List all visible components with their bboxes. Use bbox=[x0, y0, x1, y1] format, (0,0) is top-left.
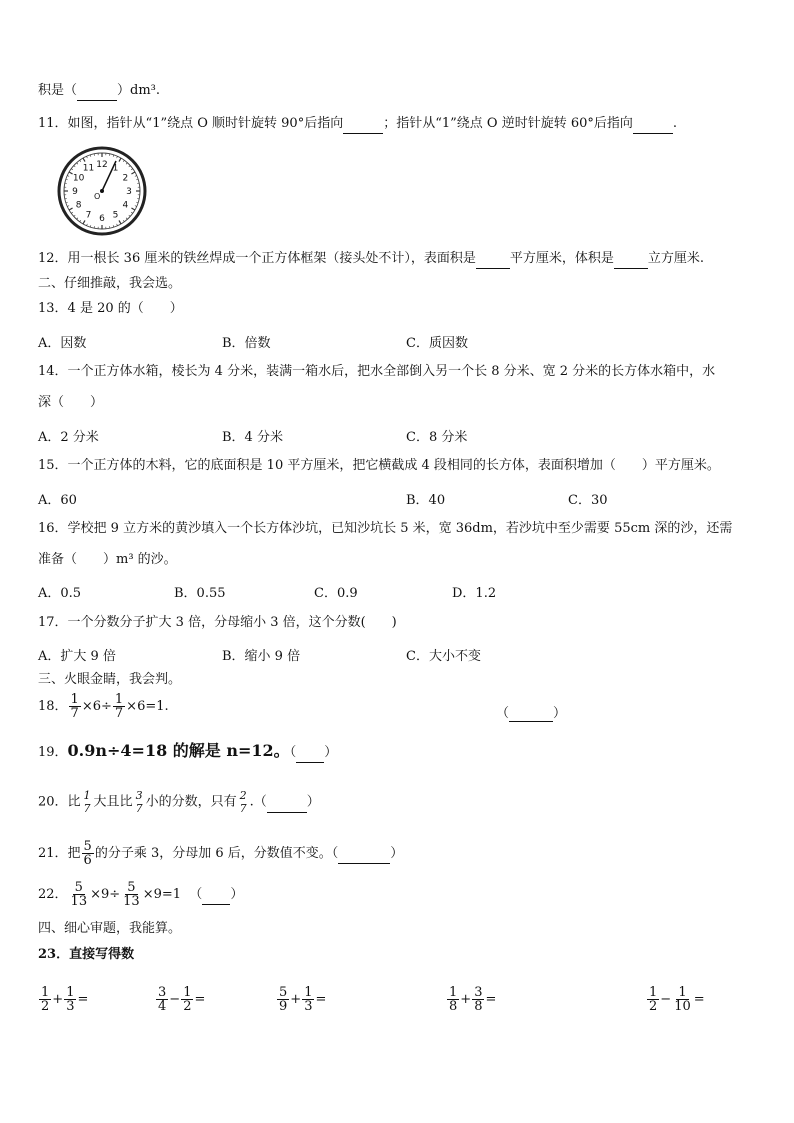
fraction: $\frac{3}{4}$ bbox=[158, 985, 167, 1014]
fraction: $\frac{1}{3}$ bbox=[304, 985, 313, 1014]
question-23: 23．直接写得数 bbox=[38, 947, 135, 962]
fraction: $\frac{1}{2}$ bbox=[41, 985, 50, 1014]
calc-item-4[interactable]: $\frac{1}{8}$ + $\frac{3}{8}$ = bbox=[449, 985, 497, 1014]
calc-item-3[interactable]: $\frac{5}{9}$ + $\frac{1}{3}$ = bbox=[279, 985, 327, 1014]
calc-item-5[interactable]: $\frac{1}{2}$ − $\frac{1}{10}$ = bbox=[649, 985, 705, 1014]
answer-blank[interactable] bbox=[296, 744, 324, 763]
fraction: $\frac{1}{8}$ bbox=[449, 985, 458, 1014]
q13-option-a[interactable]: A．因数 bbox=[38, 336, 87, 351]
q18-answer: （ ） bbox=[496, 706, 567, 721]
clock-number: 6 bbox=[99, 214, 105, 224]
q16-option-c[interactable]: C．0.9 bbox=[314, 586, 358, 601]
clock-number: 12 bbox=[96, 160, 108, 170]
q15-option-c[interactable]: C．30 bbox=[568, 493, 608, 508]
calc-item-2[interactable]: $\frac{3}{4}$ − $\frac{1}{2}$ = bbox=[158, 985, 206, 1014]
q15-option-a[interactable]: A．60 bbox=[38, 493, 77, 508]
q10-tail: 积是（ ）dm³. bbox=[38, 82, 160, 101]
question-21: 21．把 $\frac{5}{6}$ 的分子乘 3，分母加 6 后，分数值不变。（ ） bbox=[38, 839, 404, 868]
fraction: $\frac{1}{2}$ bbox=[183, 985, 192, 1014]
q14-option-c[interactable]: C．8 分米 bbox=[406, 430, 468, 445]
question-22: 22． $\frac{5}{13}$ ×9÷ $\frac{5}{13}$ ×9=1 （ ） bbox=[38, 880, 244, 909]
q14-option-a[interactable]: A．2 分米 bbox=[38, 430, 99, 445]
calc-item-1[interactable]: $\frac{1}{2}$ + $\frac{1}{3}$ = bbox=[41, 985, 89, 1014]
question-20: 20．比 1 7 大且比 3 7 小的分数，只有 2 7 .（ ） bbox=[38, 789, 320, 815]
clock-center-label: O bbox=[94, 192, 101, 201]
section-2-heading: 二、仔细推敲，我会选。 bbox=[38, 276, 182, 291]
answer-blank[interactable] bbox=[338, 845, 390, 864]
section-4-heading: 四、细心审题，我能算。 bbox=[38, 921, 182, 936]
question-12: 12．用一根长 36 厘米的铁丝焊成一个正方体框架（接头处不计），表面积是 平方厘米，体积是 立方厘米. bbox=[38, 250, 704, 269]
clock-number: 7 bbox=[85, 210, 92, 221]
fraction-1-7: 1 7 bbox=[83, 789, 91, 815]
q17-option-a[interactable]: A．扩大 9 倍 bbox=[38, 649, 116, 664]
fraction-1-7: $\frac{1}{7}$ bbox=[70, 692, 79, 721]
clock-number: 5 bbox=[112, 210, 119, 221]
answer-blank[interactable] bbox=[343, 115, 383, 134]
fraction-3-7: 3 7 bbox=[135, 789, 143, 815]
fraction-1-7: $\frac{1}{7}$ bbox=[114, 692, 124, 721]
question-17: 17．一个分数分子扩大 3 倍，分母缩小 3 倍，这个分数( ) bbox=[38, 615, 397, 630]
q15-option-b[interactable]: B．40 bbox=[406, 493, 446, 508]
clock-number: 9 bbox=[72, 187, 78, 197]
question-19: 19．0.9n÷4=18 的解是 n=12。（ ） bbox=[38, 742, 337, 763]
q17-option-c[interactable]: C．大小不变 bbox=[406, 649, 481, 664]
answer-blank[interactable] bbox=[509, 706, 553, 722]
q16-option-d[interactable]: D．1.2 bbox=[452, 586, 497, 601]
clock-number: 11 bbox=[82, 163, 95, 174]
clock-icon bbox=[56, 145, 148, 237]
question-18: 18． $\frac{1}{7}$ ×6÷ $\frac{1}{7}$ ×6=1. bbox=[38, 692, 169, 721]
clock-center bbox=[100, 189, 104, 193]
question-14-line-2: 深（ ） bbox=[38, 395, 104, 410]
clock-number: 3 bbox=[126, 187, 132, 197]
fraction: $\frac{5}{9}$ bbox=[279, 985, 288, 1014]
clock-number: 2 bbox=[122, 173, 129, 184]
section-3-heading: 三、火眼金睛，我会判。 bbox=[38, 672, 182, 687]
fraction: $\frac{3}{8}$ bbox=[474, 985, 483, 1014]
fraction: $\frac{1}{10}$ bbox=[674, 985, 691, 1014]
question-16-line-2: 准备（ ）m³ 的沙。 bbox=[38, 552, 177, 567]
clock-number: 4 bbox=[122, 200, 129, 211]
question-16-line-1: 16．学校把 9 立方米的黄沙填入一个长方体沙坑，已知沙坑长 5 米，宽 36dm，若沙坑中至少需要 55cm 深的沙，还需 bbox=[38, 521, 733, 536]
fraction-5-6: $\frac{5}{6}$ bbox=[83, 839, 92, 868]
question-14-line-1: 14．一个正方体水箱，棱长为 4 分米，装满一箱水后，把水全部倒入另一个长 8 分米、宽 2 分米的长方体水箱中，水 bbox=[38, 364, 716, 379]
answer-blank[interactable] bbox=[77, 82, 117, 101]
question-13: 13．4 是 20 的（ ） bbox=[38, 301, 183, 316]
fraction-5-13: $\frac{5}{13}$ bbox=[123, 880, 140, 909]
q16-option-a[interactable]: A．0.5 bbox=[38, 586, 82, 601]
q13-option-c[interactable]: C．质因数 bbox=[406, 336, 468, 351]
q16-option-b[interactable]: B．0.55 bbox=[174, 586, 226, 601]
clock-number: 10 bbox=[72, 173, 85, 184]
answer-blank[interactable] bbox=[267, 794, 307, 813]
fraction: $\frac{1}{3}$ bbox=[66, 985, 75, 1014]
fraction-2-7: 2 7 bbox=[239, 789, 247, 815]
q17-option-b[interactable]: B．缩小 9 倍 bbox=[222, 649, 301, 664]
clock-number: 8 bbox=[75, 200, 82, 211]
fraction-5-13: $\frac{5}{13}$ bbox=[70, 880, 88, 909]
fraction: $\frac{1}{2}$ bbox=[649, 985, 658, 1014]
answer-blank[interactable] bbox=[476, 250, 510, 269]
question-11: 11．如图，指针从“1”绕点 O 顺时针旋转 90°后指向 ；指针从“1”绕点 O 逆时针旋转 60°后指向 . bbox=[38, 115, 677, 134]
answer-blank[interactable] bbox=[633, 115, 673, 134]
answer-blank[interactable] bbox=[614, 250, 648, 269]
question-15: 15．一个正方体的木料，它的底面积是 10 平方厘米，把它横截成 4 段相同的长方体，表面积增加（ ）平方厘米。 bbox=[38, 458, 720, 473]
q14-option-b[interactable]: B．4 分米 bbox=[222, 430, 283, 445]
clock-number: 1 bbox=[112, 163, 119, 174]
q13-option-b[interactable]: B．倍数 bbox=[222, 336, 271, 351]
answer-blank[interactable] bbox=[202, 886, 230, 905]
